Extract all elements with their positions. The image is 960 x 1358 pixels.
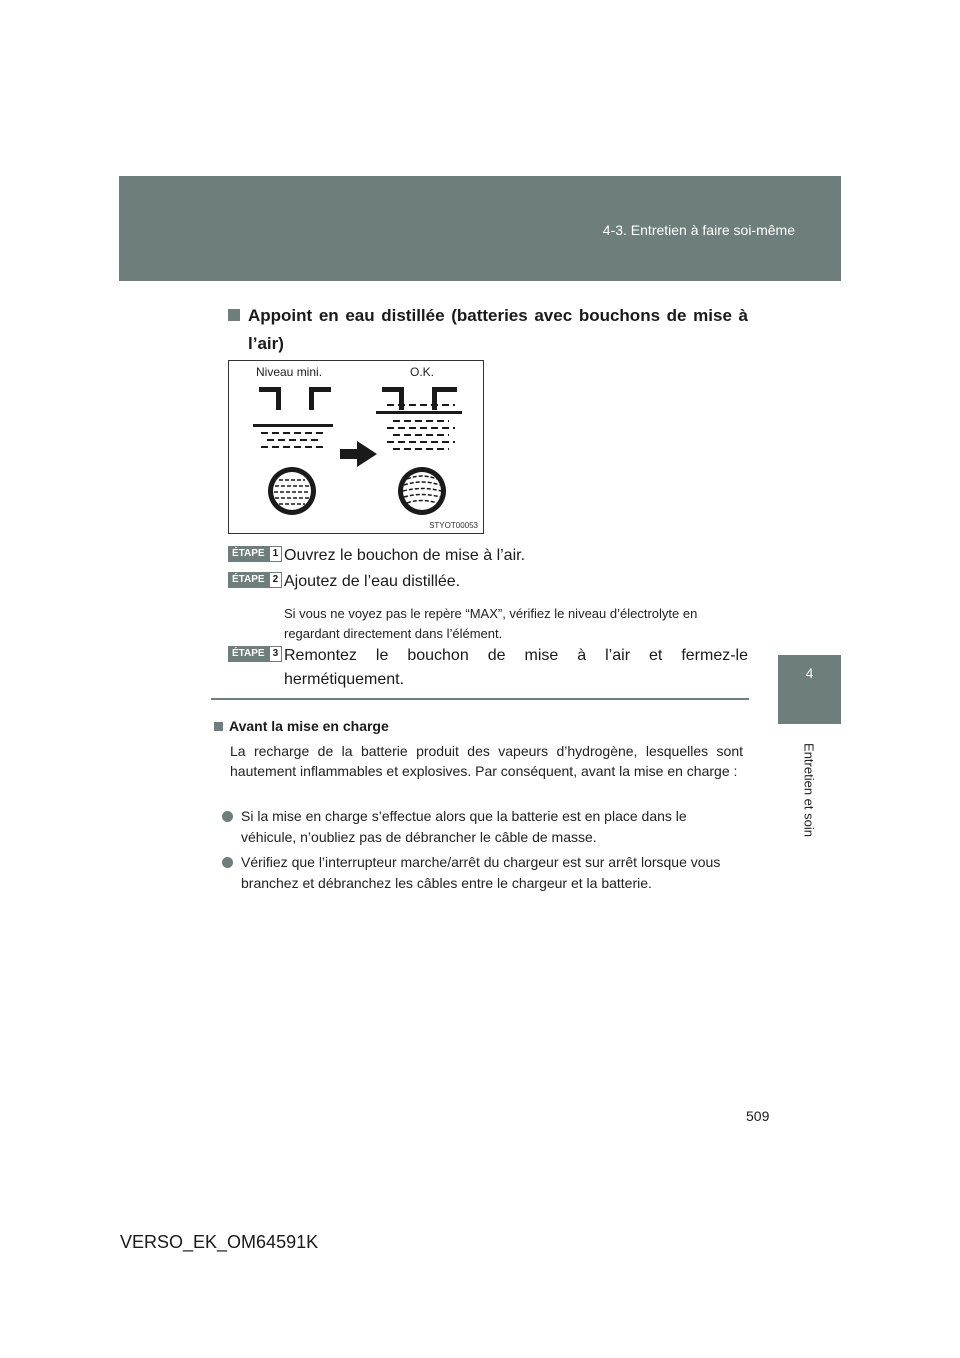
- chapter-number: 4: [805, 665, 814, 681]
- step-2: [228, 570, 748, 644]
- step-badge: [228, 572, 282, 588]
- step-badge: [228, 546, 282, 562]
- step-3: [228, 644, 748, 692]
- step-text: Ouvrez le bouchon de mise à l’air.: [284, 547, 526, 564]
- step-badge-label: ÉTAPE: [228, 572, 269, 588]
- step-badge-number: 3: [269, 646, 283, 662]
- square-bullet-icon: [228, 309, 240, 321]
- battery-level-figure: [228, 360, 484, 534]
- chapter-tab: [778, 655, 841, 724]
- info-title: [214, 718, 389, 734]
- step-badge: [228, 646, 282, 662]
- figure-code: STYOT00053: [429, 521, 478, 530]
- step-badge-label: ÉTAPE: [228, 546, 269, 562]
- step-badge-number: 1: [269, 546, 283, 562]
- step-badge-label: ÉTAPE: [228, 646, 269, 662]
- chapter-label-text: Entretien et soin: [801, 743, 817, 837]
- list-item: [222, 852, 742, 894]
- info-intro: La recharge de la batterie produit des vapeurs d’hydrogène, lesquelles sont hautement inflammables et explosives. Par conséquent, avant la mise en charge :: [230, 743, 743, 779]
- label-ok: O.K.: [410, 365, 435, 379]
- list-item: [222, 806, 742, 848]
- header-band: [119, 176, 841, 281]
- step-text: Remontez le bouchon de mise à l’air et fermez-le hermétiquement.: [284, 647, 748, 688]
- step-note: Si vous ne voyez pas le repère “MAX”, vérifiez le niveau d’électrolyte en regardant directement dans l’élément.: [284, 606, 698, 641]
- label-min-level: Niveau mini.: [256, 365, 323, 379]
- list-item-text: Si la mise en charge s’effectue alors que la batterie est en place dans le véhicule, n’oubliez pas de débrancher le câble de masse.: [241, 808, 687, 845]
- info-title-text: Avant la mise en charge: [229, 718, 389, 734]
- breadcrumb: 4-3. Entretien à faire soi-même: [602, 222, 795, 238]
- section-divider: [211, 698, 749, 700]
- battery-level-illustration: [229, 361, 483, 533]
- bullet-dot-icon: [222, 857, 233, 868]
- document-code: VERSO_EK_OM64591K: [120, 1232, 319, 1252]
- page-number: 509: [746, 1108, 770, 1124]
- square-bullet-icon: [214, 722, 223, 731]
- bullet-dot-icon: [222, 811, 233, 822]
- step-1: [228, 544, 748, 568]
- step-text: Ajoutez de l’eau distillée.: [284, 573, 461, 590]
- section-title-text: Appoint en eau distillée (batteries avec bouchons de mise à l’air): [248, 306, 748, 353]
- step-badge-number: 2: [269, 572, 283, 588]
- section-title: [228, 302, 748, 358]
- list-item-text: Vérifiez que l’interrupteur marche/arrêt du chargeur est sur arrêt lorsque vous branchez et débranchez les câbles entre le chargeur et la batterie.: [241, 854, 721, 891]
- chapter-label: [784, 735, 834, 845]
